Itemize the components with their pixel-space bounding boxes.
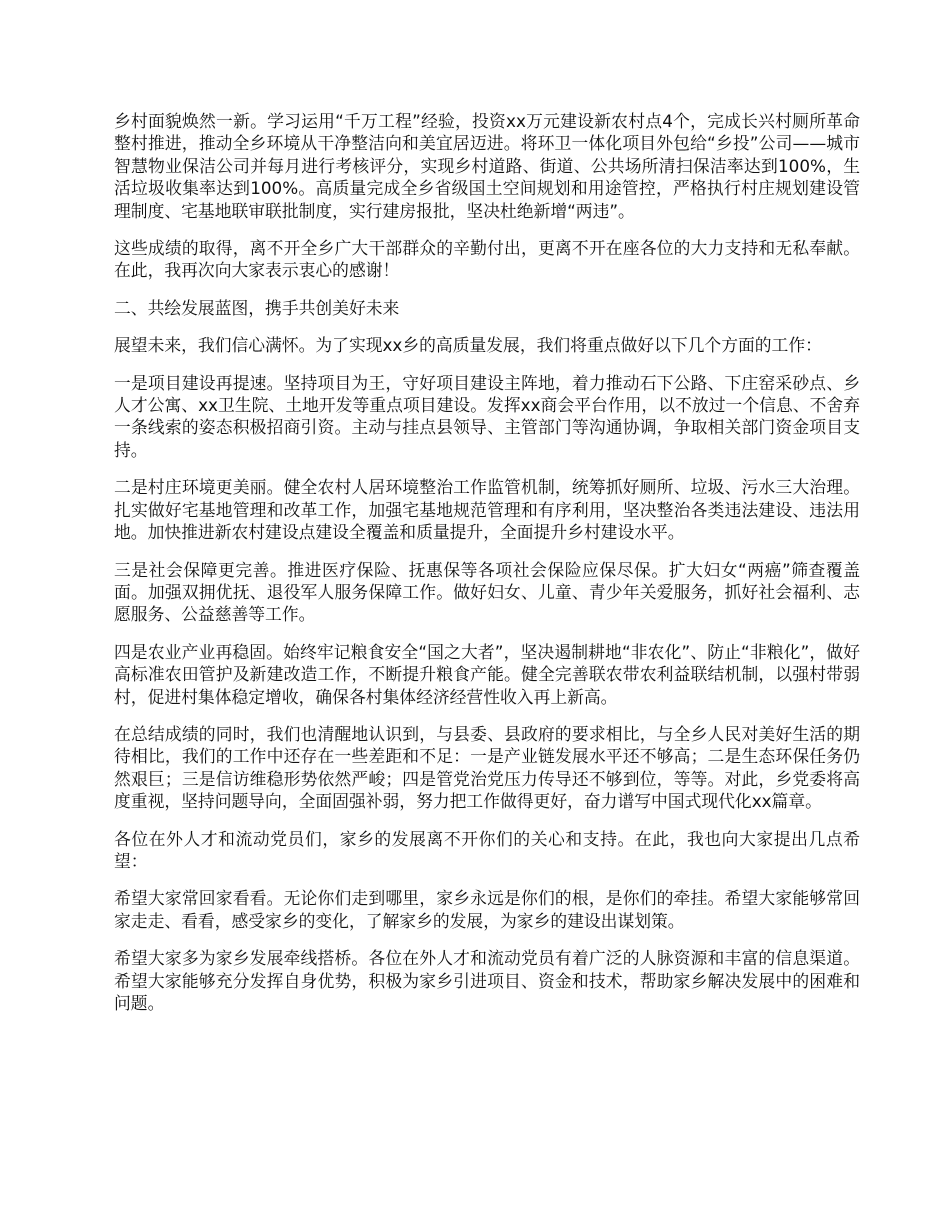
paragraph-project-construction: 一是项目建设再提速。坚持项目为王，守好项目建设主阵地，着力推动石下公路、下庄窑采砂点、乡人才公寓、xx卫生院、土地开发等重点项目建设。发挥xx商会平台作用，以不放过一个信息、不舍弃一条线索的姿态积极招商引资。主动与挂点县领导、主管部门等沟通协调，争取相关部门资金项目支持。	[114, 372, 860, 460]
paragraph-address-talents: 各位在外人才和流动党员们，家乡的发展离不开你们的关心和支持。在此，我也向大家提出几点希望：	[114, 828, 860, 871]
paragraph-social-security: 三是社会保障更完善。推进医疗保险、抚惠保等各项社会保险应保尽保。扩大妇女“两癌”筛查覆盖面。加强双拥优抚、退役军人服务保障工作。做好妇女、儿童、青少年关爱服务，抓好社会福利、志愿服务、公益慈善等工作。	[114, 559, 860, 625]
document-body	[114, 110, 860, 1029]
paragraph-outlook: 展望未来，我们信心满怀。为了实现xx乡的高质量发展，我们将重点做好以下几个方面的工作：	[114, 335, 822, 356]
paragraph-shortcomings: 在总结成绩的同时，我们也清醒地认识到，与县委、县政府的要求相比，与全乡人民对美好生活的期待相比，我们的工作中还存在一些差距和不足：一是产业链发展水平还不够高；二是生态环保任务仍然艰巨；三是信访维稳形势依然严峻；四是管党治党压力传导还不够到位，等等。对此，乡党委将高度重视，坚持问题导向，全面固强补弱，努力把工作做得更好，奋力谱写中国式现代化xx篇章。	[114, 723, 860, 812]
paragraph-agriculture: 四是农业产业再稳固。始终牢记粮食安全“国之大者”，坚决遏制耕地“非农化”、防止“非粮化”，做好高标准农田管护及新建改造工作，不断提升粮食产能。健全完善联农带农利益联结机制，以强村带弱村，促进村集体稳定增收，确保各村集体经济经营性收入再上新高。	[114, 641, 860, 707]
paragraph-village-environment: 二是村庄环境更美丽。健全农村人居环境整治工作监管机制，统筹抓好厕所、垃圾、污水三大治理。扎实做好宅基地管理和改革工作，加强宅基地规范管理和有序利用，坚决整治各类违法建设、违法用地。加快推进新农村建设点建设全覆盖和质量提升，全面提升乡村建设水平。	[114, 477, 860, 543]
paragraph-hope-visit-home: 希望大家常回家看看。无论你们走到哪里，家乡永远是你们的根，是你们的牵挂。希望大家能够常回家走走、看看，感受家乡的变化，了解家乡的发展，为家乡的建设出谋划策。	[114, 888, 860, 931]
section-heading: 二、共绘发展蓝图，携手共创美好未来	[114, 297, 400, 318]
paragraph-hope-bridge: 希望大家多为家乡发展牵线搭桥。各位在外人才和流动党员有着广泛的人脉资源和丰富的信息渠道。希望大家能够充分发挥自身优势，积极为家乡引进项目、资金和技术，帮助家乡解决发展中的困难和问题。	[114, 948, 860, 1013]
paragraph-environment-achievements: 乡村面貌焕然一新。学习运用“千万工程”经验，投资xx万元建设新农村点4个，完成长兴村厕所革命整村推进，推动全乡环境从干净整洁向和美宜居迈进。将环卫一体化项目外包给“乡投”公司——城市智慧物业保洁公司并每月进行考核评分，实现乡村道路、街道、公共场所清扫保洁率达到100%，生活垃圾收集率达到100%。高质量完成全乡省级国土空间规划和用途管控，严格执行村庄规划建设管理制度、宅基地联审联批制度，实行建房报批，坚决杜绝新增“两违”。	[114, 111, 860, 221]
paragraph-thanks: 这些成绩的取得，离不开全乡广大干部群众的辛勤付出，更离不开在座各位的大力支持和无私奉献。在此，我再次向大家表示衷心的感谢！	[114, 238, 860, 281]
